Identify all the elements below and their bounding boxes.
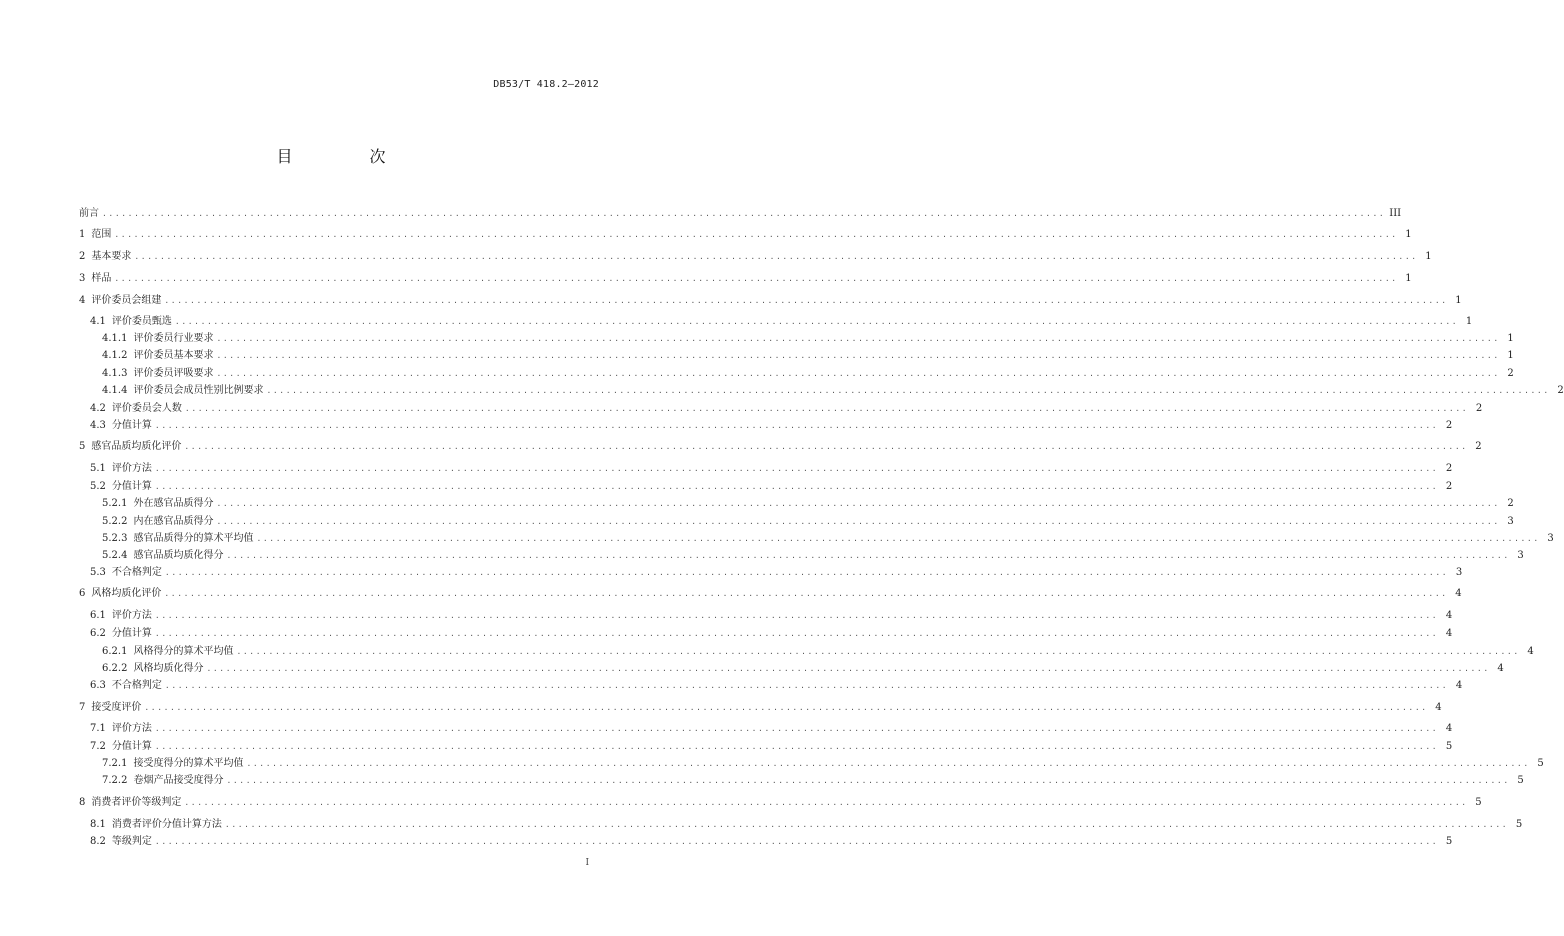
toc-entry-number: 4.1.1 (102, 333, 128, 344)
toc-entry-title: 评价委员行业要求 (133, 333, 214, 344)
dot-leader: ........................................................................................................................................................................................................ (154, 837, 1439, 846)
toc-entry-number: 5.1 (90, 463, 106, 474)
toc-entry[interactable] (90, 462, 1453, 476)
dot-leader: ........................................................................................................................................................................................................ (246, 759, 1530, 768)
toc-entry-page: 4 (1445, 610, 1453, 621)
dot-leader: ........................................................................................................................................................................................................ (184, 404, 1469, 413)
toc-entry-title: 基本要求 (91, 251, 132, 262)
dot-leader: ........................................................................................................................................................................................................ (256, 534, 1540, 543)
toc-entry[interactable] (102, 332, 1514, 346)
dot-leader: ........................................................................................................................................................................................................ (266, 386, 1550, 395)
toc-entry-page: 5 (1475, 797, 1482, 808)
toc-entry-title: 不合格判定 (111, 567, 162, 578)
toc-entry-page: 2 (1507, 368, 1514, 379)
dot-leader: ........................................................................................................................................................................................................ (154, 742, 1439, 751)
toc-entry[interactable] (90, 419, 1453, 433)
toc-entry-label (79, 796, 184, 810)
toc-entry-page: 1 (1507, 350, 1514, 361)
toc-entry-label (90, 679, 165, 693)
toc-entry-label (79, 207, 102, 221)
toc-entry-number: 6.2.2 (102, 663, 128, 674)
toc-entry[interactable] (79, 587, 1462, 601)
toc-entry-number: 4.3 (90, 420, 106, 431)
toc-entry[interactable] (102, 757, 1544, 771)
toc-entry-number: 8.2 (90, 836, 106, 847)
toc-entry-number: 5.2 (90, 481, 106, 492)
toc-entry-page: 2 (1557, 385, 1564, 396)
toc-entry-number: 7 (79, 702, 86, 713)
toc-entry[interactable] (90, 566, 1463, 580)
toc-entry-page: 5 (1517, 775, 1524, 786)
toc-entry-page: 1 (1507, 333, 1514, 344)
toc-entry-number: 4.1.3 (102, 368, 128, 379)
toc-entry-title: 分值计算 (111, 628, 152, 639)
toc-entry-page: 1 (1465, 316, 1473, 327)
dot-leader: ........................................................................................................................................................................................................ (154, 611, 1439, 620)
dot-leader: ........................................................................................................................................................................................................ (184, 442, 1468, 451)
toc-entry-label (90, 402, 185, 416)
toc-entry-page: III (1389, 208, 1402, 219)
dot-leader: ........................................................................................................................................................................................................ (154, 464, 1439, 473)
toc-entry[interactable] (102, 515, 1514, 529)
toc-entry[interactable] (90, 402, 1483, 416)
toc-entry[interactable] (102, 497, 1514, 511)
toc-entry-label (102, 497, 216, 511)
toc-entry-label (79, 440, 184, 454)
toc-entry-label (102, 549, 226, 563)
dot-leader: ........................................................................................................................................................................................................ (216, 499, 1500, 508)
toc-entry-page: 4 (1435, 702, 1442, 713)
dot-leader: ........................................................................................................................................................................................................ (164, 568, 1449, 577)
toc-entry-title: 接受度得分的算术平均值 (133, 758, 244, 769)
toc-entry[interactable] (90, 679, 1463, 693)
dot-leader: ........................................................................................................................................................................................................ (114, 274, 1398, 283)
toc-entry-page: 3 (1517, 550, 1524, 561)
toc-entry[interactable] (90, 480, 1453, 494)
toc-entry[interactable] (102, 549, 1524, 563)
toc-entry-label (90, 627, 155, 641)
toc-entry-number: 6.1 (90, 610, 106, 621)
toc-entry-label (102, 532, 256, 546)
toc-entry-title: 接受度评价 (91, 702, 142, 713)
toc-entry[interactable] (102, 349, 1514, 363)
dot-leader: ........................................................................................................................................................................................................ (184, 798, 1468, 807)
toc-entry-title: 感官品质得分的算术平均值 (133, 533, 254, 544)
toc-entry-label (90, 609, 155, 623)
toc-entry-page: 1 (1455, 295, 1462, 306)
dot-leader: ........................................................................................................................................................................................................ (102, 209, 1386, 218)
toc-entry-label (90, 419, 155, 433)
toc-entry[interactable] (102, 384, 1564, 398)
toc-entry[interactable] (90, 818, 1523, 832)
toc-entry-label (90, 462, 155, 476)
toc-entry-page: 2 (1445, 463, 1453, 474)
toc-entry-title: 外在感官品质得分 (133, 498, 214, 509)
dot-leader: ........................................................................................................................................................................................................ (154, 482, 1439, 491)
toc-entry-page: 4 (1445, 723, 1453, 734)
toc-entry-number: 6.2 (90, 628, 106, 639)
toc-entry-title: 评价委员甄选 (111, 316, 172, 327)
toc-entry-label (90, 740, 155, 754)
toc-entry[interactable] (90, 609, 1453, 623)
toc-entry-title: 前言 (79, 208, 99, 219)
toc-entry[interactable] (79, 796, 1482, 810)
toc-entry-label (102, 774, 226, 788)
toc-entry-page: 1 (1425, 251, 1432, 262)
dot-leader: ........................................................................................................................................................................................................ (114, 230, 1398, 239)
toc-entry-title: 样品 (91, 273, 112, 284)
toc-entry-page: 2 (1507, 498, 1514, 509)
toc-entry-number: 7.2.2 (102, 775, 128, 786)
toc-entry[interactable] (90, 740, 1453, 754)
toc-entry[interactable] (102, 367, 1514, 381)
toc-entry-number: 5.3 (90, 567, 106, 578)
dot-leader: ........................................................................................................................................................................................................ (154, 421, 1439, 430)
toc-entry-number: 6 (79, 588, 86, 599)
toc-entry[interactable] (79, 250, 1432, 264)
toc-entry-number: 3 (79, 273, 86, 284)
toc-entry-label (102, 645, 236, 659)
toc-entry-title: 风格均质化评价 (91, 588, 162, 599)
toc-entry-page: 1 (1405, 229, 1412, 240)
toc-entry-number: 5 (79, 441, 86, 452)
toc-entry-label (79, 587, 164, 601)
toc-entry-number: 1 (79, 229, 86, 240)
toc-entry-page: 5 (1445, 741, 1453, 752)
dot-leader: ........................................................................................................................................................................................................ (134, 252, 1418, 261)
toc-entry-label (90, 315, 175, 329)
toc-entry-label (79, 701, 144, 715)
toc-entry-page: 4 (1455, 588, 1462, 599)
document-code: DB53/T 418.2—2012 (493, 79, 599, 90)
toc-entry-title: 风格均质化得分 (133, 663, 204, 674)
toc-entry-label (90, 566, 165, 580)
toc-entry-number: 5.2.4 (102, 550, 128, 561)
toc-entry-page: 3 (1507, 516, 1514, 527)
toc-entry-page: 2 (1475, 403, 1483, 414)
toc-entry-page: 4 (1455, 680, 1463, 691)
toc-entry-label (90, 722, 155, 736)
toc-entry-number: 6.3 (90, 680, 106, 691)
toc-entry-label (102, 332, 216, 346)
toc-entry-number: 8 (79, 797, 86, 808)
toc-entry[interactable] (79, 207, 1402, 221)
toc-entry-title: 内在感官品质得分 (133, 516, 214, 527)
toc-entry-number: 5.2.3 (102, 533, 128, 544)
toc-entry-label (102, 515, 216, 529)
dot-leader: ........................................................................................................................................................................................................ (174, 317, 1459, 326)
dot-leader: ........................................................................................................................................................................................................ (236, 647, 1520, 656)
toc-entry-title: 消费者评价等级判定 (91, 797, 182, 808)
toc-entry-page: 3 (1455, 567, 1463, 578)
toc-entry-page: 5 (1515, 819, 1523, 830)
toc-entry-page: 5 (1537, 758, 1544, 769)
toc-entry[interactable] (102, 774, 1524, 788)
toc-entry-title: 评价委员会组建 (91, 295, 162, 306)
dot-leader: ........................................................................................................................................................................................................ (154, 629, 1439, 638)
page-number: I (585, 858, 589, 868)
toc-entry-page: 2 (1445, 481, 1453, 492)
toc-entry-number: 7.2 (90, 741, 106, 752)
toc-entry[interactable] (102, 662, 1504, 676)
toc-entry-title: 感官品质均质化得分 (133, 550, 224, 561)
toc-entry-page: 4 (1497, 663, 1504, 674)
toc-entry-title: 评价方法 (111, 463, 152, 474)
toc-entry-title: 分值计算 (111, 481, 152, 492)
toc-entry-page: 1 (1405, 273, 1412, 284)
toc-entry-number: 6.2.1 (102, 646, 128, 657)
toc-entry-title: 感官品质均质化评价 (91, 441, 182, 452)
toc-entry-number: 8.1 (90, 819, 106, 830)
toc-entry[interactable] (79, 294, 1462, 308)
toc-entry-label (79, 294, 164, 308)
toc-entry-label (79, 272, 114, 286)
toc-entry-label (102, 349, 216, 363)
toc-entry-title: 等级判定 (111, 836, 152, 847)
dot-leader: ........................................................................................................................................................................................................ (154, 724, 1439, 733)
toc-entry[interactable] (102, 645, 1534, 659)
toc-entry-number: 4.1.2 (102, 350, 128, 361)
toc-entry-title: 评价委员会成员性别比例要求 (133, 385, 264, 396)
toc-entry-label (102, 757, 246, 771)
dot-leader: ........................................................................................................................................................................................................ (144, 703, 1428, 712)
toc-entry[interactable] (79, 701, 1442, 715)
toc-entry-title: 消费者评价分值计算方法 (111, 819, 222, 830)
toc-entry-number: 5.2.2 (102, 516, 128, 527)
toc-entry-page: 2 (1445, 420, 1453, 431)
toc-entry-label (90, 835, 155, 849)
toc-entry-label (79, 250, 134, 264)
toc-entry[interactable] (102, 532, 1554, 546)
toc-entry-label (79, 228, 114, 242)
dot-leader: ........................................................................................................................................................................................................ (216, 369, 1500, 378)
toc-entry[interactable] (79, 440, 1482, 454)
toc-entry-page: 2 (1475, 441, 1482, 452)
dot-leader: ........................................................................................................................................................................................................ (226, 551, 1510, 560)
toc-entry-number: 7.1 (90, 723, 106, 734)
dot-leader: ........................................................................................................................................................................................................ (164, 296, 1448, 305)
dot-leader: ........................................................................................................................................................................................................ (206, 664, 1490, 673)
toc-entry-title: 不合格判定 (111, 680, 162, 691)
toc-entry[interactable] (90, 835, 1453, 849)
dot-leader: ........................................................................................................................................................................................................ (216, 517, 1500, 526)
toc-entry-title: 分值计算 (111, 741, 152, 752)
toc-entry-title: 评价方法 (111, 723, 152, 734)
toc-entry-title: 风格得分的算术平均值 (133, 646, 234, 657)
toc-entry-title: 评价委员基本要求 (133, 350, 214, 361)
toc-entry-number: 4.2 (90, 403, 106, 414)
toc-entry[interactable] (90, 722, 1453, 736)
toc-entry-number: 4.1 (90, 316, 106, 327)
toc-entry-title: 分值计算 (111, 420, 152, 431)
toc-entry-number: 5.2.1 (102, 498, 128, 509)
toc-entry-label (102, 367, 216, 381)
toc-entry-page: 4 (1527, 646, 1534, 657)
toc-entry-number: 2 (79, 251, 86, 262)
toc-entry-number: 4.1.4 (102, 385, 128, 396)
toc-entry-page: 4 (1445, 628, 1453, 639)
dot-leader: ........................................................................................................................................................................................................ (216, 334, 1500, 343)
toc-entry[interactable] (79, 272, 1412, 286)
toc-entry-title: 范围 (91, 229, 112, 240)
dot-leader: ........................................................................................................................................................................................................ (164, 589, 1448, 598)
toc-entry-title: 评价方法 (111, 610, 152, 621)
toc-entry-title: 卷烟产品接受度得分 (133, 775, 224, 786)
toc-entry-label (90, 480, 155, 494)
toc-entry-page: 3 (1547, 533, 1554, 544)
toc-entry-label (102, 384, 266, 398)
toc-entry[interactable] (90, 315, 1473, 329)
dot-leader: ........................................................................................................................................................................................................ (224, 820, 1509, 829)
toc-entry-label (90, 818, 225, 832)
toc-entry-number: 7.2.1 (102, 758, 128, 769)
toc-entry-number: 4 (79, 295, 86, 306)
toc-entry-label (102, 662, 206, 676)
toc-entry-title: 评价委员会人数 (111, 403, 182, 414)
dot-leader: ........................................................................................................................................................................................................ (226, 776, 1510, 785)
page-title: 目 次 (276, 147, 422, 166)
toc-entry[interactable] (90, 627, 1453, 641)
toc-entry-page: 5 (1445, 836, 1453, 847)
dot-leader: ........................................................................................................................................................................................................ (164, 681, 1449, 690)
toc-entry[interactable] (79, 228, 1412, 242)
toc-entry-title: 评价委员评吸要求 (133, 368, 214, 379)
dot-leader: ........................................................................................................................................................................................................ (216, 351, 1500, 360)
